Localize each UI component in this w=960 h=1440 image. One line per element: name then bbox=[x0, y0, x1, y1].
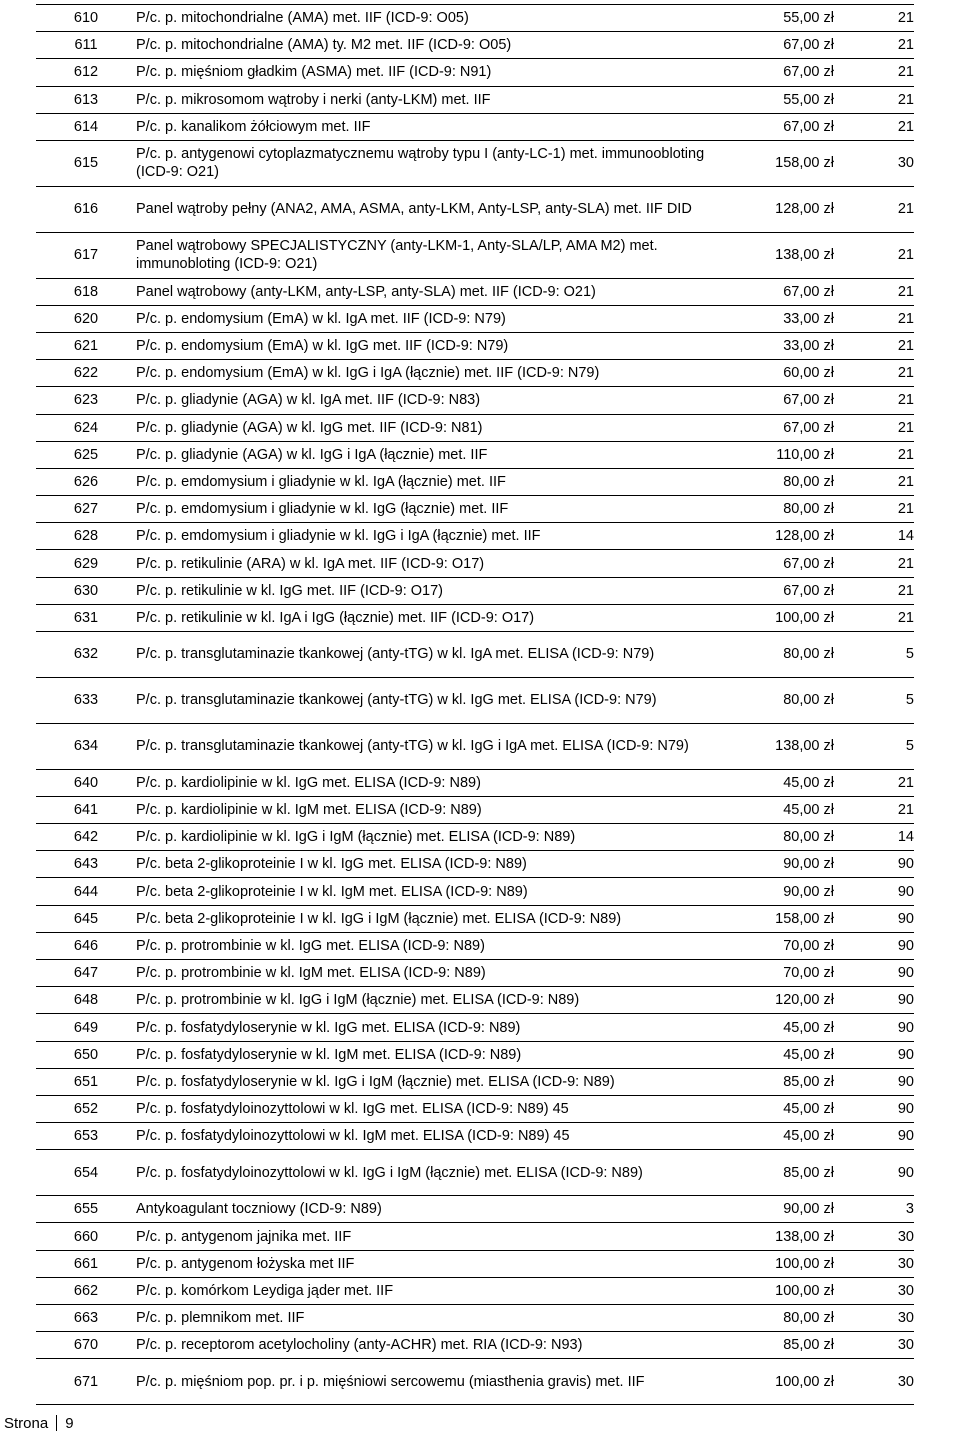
test-number: 662 bbox=[36, 1277, 136, 1304]
test-name: P/c. p. fosfatydyloinozyttolowi w kl. IgG i IgM (łącznie) met. ELISA (ICD-9: N89) bbox=[136, 1150, 736, 1196]
test-name: P/c. p. protrombinie w kl. IgG met. ELISA (ICD-9: N89) bbox=[136, 932, 736, 959]
test-number: 643 bbox=[36, 851, 136, 878]
table-row bbox=[36, 113, 914, 140]
test-number: 624 bbox=[36, 414, 136, 441]
test-name: P/c. p. endomysium (EmA) w kl. IgG met. IIF (ICD-9: N79) bbox=[136, 332, 736, 359]
test-name: P/c. p. endomysium (EmA) w kl. IgG i IgA (łącznie) met. IIF (ICD-9: N79) bbox=[136, 360, 736, 387]
test-price: 128,00 zł bbox=[736, 523, 834, 550]
test-price: 80,00 zł bbox=[736, 824, 834, 851]
test-number: 651 bbox=[36, 1068, 136, 1095]
table-body bbox=[36, 5, 914, 1405]
test-name: P/c. p. komórkom Leydiga jąder met. IIF bbox=[136, 1277, 736, 1304]
test-price: 80,00 zł bbox=[736, 632, 834, 678]
test-price: 85,00 zł bbox=[736, 1150, 834, 1196]
test-price: 90,00 zł bbox=[736, 878, 834, 905]
turnaround-days: 30 bbox=[834, 1359, 914, 1405]
test-name: P/c. p. protrombinie w kl. IgG i IgM (łącznie) met. ELISA (ICD-9: N89) bbox=[136, 987, 736, 1014]
turnaround-days: 21 bbox=[834, 796, 914, 823]
test-number: 649 bbox=[36, 1014, 136, 1041]
test-number: 626 bbox=[36, 468, 136, 495]
test-price: 70,00 zł bbox=[736, 932, 834, 959]
table-row bbox=[36, 1014, 914, 1041]
test-name: P/c. p. emdomysium i gliadynie w kl. IgG (łącznie) met. IIF bbox=[136, 496, 736, 523]
table-row bbox=[36, 723, 914, 769]
table-row bbox=[36, 769, 914, 796]
test-number: 623 bbox=[36, 387, 136, 414]
test-price: 128,00 zł bbox=[736, 186, 834, 232]
test-price: 45,00 zł bbox=[736, 1014, 834, 1041]
test-price: 45,00 zł bbox=[736, 796, 834, 823]
test-price: 45,00 zł bbox=[736, 1123, 834, 1150]
test-number: 611 bbox=[36, 32, 136, 59]
turnaround-days: 21 bbox=[834, 360, 914, 387]
test-name: P/c. p. kanalikom żółciowym met. IIF bbox=[136, 113, 736, 140]
test-price: 70,00 zł bbox=[736, 960, 834, 987]
test-name: P/c. p. fosfatydyloserynie w kl. IgG met. ELISA (ICD-9: N89) bbox=[136, 1014, 736, 1041]
test-number: 627 bbox=[36, 496, 136, 523]
table-row bbox=[36, 414, 914, 441]
test-price: 90,00 zł bbox=[736, 1196, 834, 1223]
table-row bbox=[36, 1359, 914, 1405]
test-number: 620 bbox=[36, 305, 136, 332]
turnaround-days: 21 bbox=[834, 496, 914, 523]
footer-separator bbox=[56, 1415, 57, 1431]
turnaround-days: 30 bbox=[834, 1332, 914, 1359]
test-name: P/c. p. mięśniom gładkim (ASMA) met. IIF (ICD-9: N91) bbox=[136, 59, 736, 86]
test-number: 646 bbox=[36, 932, 136, 959]
turnaround-days: 90 bbox=[834, 851, 914, 878]
turnaround-days: 21 bbox=[834, 5, 914, 32]
test-number: 644 bbox=[36, 878, 136, 905]
table-row bbox=[36, 960, 914, 987]
test-name: P/c. p. antygenom łożyska met IIF bbox=[136, 1250, 736, 1277]
test-name: P/c. p. fosfatydyloserynie w kl. IgM met. ELISA (ICD-9: N89) bbox=[136, 1041, 736, 1068]
test-number: 655 bbox=[36, 1196, 136, 1223]
test-name: P/c. p. transglutaminazie tkankowej (anty-tTG) w kl. IgG met. ELISA (ICD-9: N79) bbox=[136, 677, 736, 723]
test-price: 85,00 zł bbox=[736, 1068, 834, 1095]
turnaround-days: 5 bbox=[834, 632, 914, 678]
test-number: 617 bbox=[36, 232, 136, 278]
table-row bbox=[36, 1304, 914, 1331]
test-price: 120,00 zł bbox=[736, 987, 834, 1014]
table-row bbox=[36, 441, 914, 468]
test-name: P/c. p. mikrosomom wątroby i nerki (anty-LKM) met. IIF bbox=[136, 86, 736, 113]
test-price: 110,00 zł bbox=[736, 441, 834, 468]
test-price: 67,00 zł bbox=[736, 550, 834, 577]
turnaround-days: 90 bbox=[834, 1150, 914, 1196]
test-number: 661 bbox=[36, 1250, 136, 1277]
test-number: 633 bbox=[36, 677, 136, 723]
turnaround-days: 90 bbox=[834, 905, 914, 932]
turnaround-days: 21 bbox=[834, 278, 914, 305]
table-row bbox=[36, 932, 914, 959]
table-row bbox=[36, 1123, 914, 1150]
test-number: 625 bbox=[36, 441, 136, 468]
turnaround-days: 21 bbox=[834, 441, 914, 468]
turnaround-days: 5 bbox=[834, 677, 914, 723]
test-name: P/c. p. retikulinie (ARA) w kl. IgA met. IIF (ICD-9: O17) bbox=[136, 550, 736, 577]
test-price: 45,00 zł bbox=[736, 769, 834, 796]
price-table bbox=[36, 4, 914, 1405]
table-row bbox=[36, 387, 914, 414]
test-price: 158,00 zł bbox=[736, 140, 834, 186]
turnaround-days: 90 bbox=[834, 1041, 914, 1068]
test-name: Panel wątrobowy SPECJALISTYCZNY (anty-LKM-1, Anty-SLA/LP, AMA M2) met. immunobloting (ICD-9: O21) bbox=[136, 232, 736, 278]
test-number: 612 bbox=[36, 59, 136, 86]
turnaround-days: 21 bbox=[834, 59, 914, 86]
test-name: P/c. p. gliadynie (AGA) w kl. IgG met. IIF (ICD-9: N81) bbox=[136, 414, 736, 441]
turnaround-days: 90 bbox=[834, 1123, 914, 1150]
turnaround-days: 90 bbox=[834, 960, 914, 987]
test-price: 33,00 zł bbox=[736, 332, 834, 359]
turnaround-days: 30 bbox=[834, 1304, 914, 1331]
test-number: 615 bbox=[36, 140, 136, 186]
test-number: 616 bbox=[36, 186, 136, 232]
table-row bbox=[36, 878, 914, 905]
table-row bbox=[36, 360, 914, 387]
turnaround-days: 21 bbox=[834, 305, 914, 332]
test-number: 660 bbox=[36, 1223, 136, 1250]
test-price: 100,00 zł bbox=[736, 1277, 834, 1304]
table-row bbox=[36, 796, 914, 823]
table-row bbox=[36, 604, 914, 631]
test-price: 80,00 zł bbox=[736, 496, 834, 523]
test-name: P/c. p. gliadynie (AGA) w kl. IgA met. IIF (ICD-9: N83) bbox=[136, 387, 736, 414]
turnaround-days: 90 bbox=[834, 1095, 914, 1122]
test-name: P/c. p. endomysium (EmA) w kl. IgA met. IIF (ICD-9: N79) bbox=[136, 305, 736, 332]
test-name: P/c. p. protrombinie w kl. IgM met. ELISA (ICD-9: N89) bbox=[136, 960, 736, 987]
test-price: 138,00 zł bbox=[736, 723, 834, 769]
test-name: Antykoagulant toczniowy (ICD-9: N89) bbox=[136, 1196, 736, 1223]
test-number: 642 bbox=[36, 824, 136, 851]
turnaround-days: 5 bbox=[834, 723, 914, 769]
test-price: 100,00 zł bbox=[736, 1359, 834, 1405]
turnaround-days: 21 bbox=[834, 550, 914, 577]
test-price: 55,00 zł bbox=[736, 86, 834, 113]
test-name: P/c. p. retikulinie w kl. IgA i IgG (łącznie) met. IIF (ICD-9: O17) bbox=[136, 604, 736, 631]
test-number: 653 bbox=[36, 1123, 136, 1150]
test-price: 67,00 zł bbox=[736, 577, 834, 604]
table-row bbox=[36, 232, 914, 278]
turnaround-days: 21 bbox=[834, 332, 914, 359]
table-row bbox=[36, 5, 914, 32]
table-row bbox=[36, 86, 914, 113]
turnaround-days: 21 bbox=[834, 414, 914, 441]
test-name: P/c. p. mięśniom pop. pr. i p. mięśniowi sercowemu (miasthenia gravis) met. IIF bbox=[136, 1359, 736, 1405]
test-price: 100,00 zł bbox=[736, 1250, 834, 1277]
table-row bbox=[36, 677, 914, 723]
table-row bbox=[36, 32, 914, 59]
test-name: P/c. p. retikulinie w kl. IgG met. IIF (ICD-9: O17) bbox=[136, 577, 736, 604]
test-number: 645 bbox=[36, 905, 136, 932]
test-price: 67,00 zł bbox=[736, 59, 834, 86]
turnaround-days: 21 bbox=[834, 387, 914, 414]
test-name: P/c. p. transglutaminazie tkankowej (anty-tTG) w kl. IgA met. ELISA (ICD-9: N79) bbox=[136, 632, 736, 678]
turnaround-days: 30 bbox=[834, 1223, 914, 1250]
table-row bbox=[36, 905, 914, 932]
test-name: P/c. p. antygenowi cytoplazmatycznemu wątroby typu I (anty-LC-1) met. immunoobloting (ICD-9: O21) bbox=[136, 140, 736, 186]
table-row bbox=[36, 332, 914, 359]
test-number: 648 bbox=[36, 987, 136, 1014]
test-name: P/c. p. emdomysium i gliadynie w kl. IgA (łącznie) met. IIF bbox=[136, 468, 736, 495]
test-price: 33,00 zł bbox=[736, 305, 834, 332]
turnaround-days: 14 bbox=[834, 824, 914, 851]
table-row bbox=[36, 824, 914, 851]
test-name: P/c. beta 2-glikoproteinie I w kl. IgG i IgM (łącznie) met. ELISA (ICD-9: N89) bbox=[136, 905, 736, 932]
test-name: P/c. p. fosfatydyloserynie w kl. IgG i IgM (łącznie) met. ELISA (ICD-9: N89) bbox=[136, 1068, 736, 1095]
test-number: 622 bbox=[36, 360, 136, 387]
turnaround-days: 21 bbox=[834, 113, 914, 140]
turnaround-days: 21 bbox=[834, 577, 914, 604]
test-name: Panel wątroby pełny (ANA2, AMA, ASMA, anty-LKM, Anty-LSP, anty-SLA) met. IIF DID bbox=[136, 186, 736, 232]
test-price: 80,00 zł bbox=[736, 677, 834, 723]
turnaround-days: 21 bbox=[834, 232, 914, 278]
test-number: 647 bbox=[36, 960, 136, 987]
test-number: 652 bbox=[36, 1095, 136, 1122]
turnaround-days: 30 bbox=[834, 140, 914, 186]
turnaround-days: 90 bbox=[834, 1014, 914, 1041]
test-name: P/c. p. mitochondrialne (AMA) met. IIF (ICD-9: O05) bbox=[136, 5, 736, 32]
table-row bbox=[36, 59, 914, 86]
test-price: 67,00 zł bbox=[736, 387, 834, 414]
test-price: 138,00 zł bbox=[736, 1223, 834, 1250]
table-row bbox=[36, 1223, 914, 1250]
table-row bbox=[36, 1277, 914, 1304]
turnaround-days: 90 bbox=[834, 1068, 914, 1095]
test-number: 632 bbox=[36, 632, 136, 678]
turnaround-days: 21 bbox=[834, 468, 914, 495]
test-name: P/c. p. kardiolipinie w kl. IgM met. ELISA (ICD-9: N89) bbox=[136, 796, 736, 823]
test-price: 80,00 zł bbox=[736, 1304, 834, 1331]
test-number: 613 bbox=[36, 86, 136, 113]
test-price: 55,00 zł bbox=[736, 5, 834, 32]
turnaround-days: 3 bbox=[834, 1196, 914, 1223]
test-name: P/c. p. fosfatydyloinozyttolowi w kl. IgM met. ELISA (ICD-9: N89) 45 bbox=[136, 1123, 736, 1150]
test-name: P/c. p. emdomysium i gliadynie w kl. IgG i IgA (łącznie) met. IIF bbox=[136, 523, 736, 550]
turnaround-days: 90 bbox=[834, 932, 914, 959]
table-row bbox=[36, 186, 914, 232]
test-name: P/c. beta 2-glikoproteinie I w kl. IgM met. ELISA (ICD-9: N89) bbox=[136, 878, 736, 905]
test-price: 85,00 zł bbox=[736, 1332, 834, 1359]
table-row bbox=[36, 987, 914, 1014]
test-price: 80,00 zł bbox=[736, 468, 834, 495]
footer-label: Strona bbox=[4, 1415, 49, 1432]
page-footer bbox=[4, 1415, 74, 1432]
test-name: P/c. p. kardiolipinie w kl. IgG i IgM (łącznie) met. ELISA (ICD-9: N89) bbox=[136, 824, 736, 851]
test-number: 671 bbox=[36, 1359, 136, 1405]
table-row bbox=[36, 1196, 914, 1223]
turnaround-days: 21 bbox=[834, 186, 914, 232]
test-number: 628 bbox=[36, 523, 136, 550]
turnaround-days: 21 bbox=[834, 32, 914, 59]
test-price: 100,00 zł bbox=[736, 604, 834, 631]
table-row bbox=[36, 496, 914, 523]
turnaround-days: 30 bbox=[834, 1277, 914, 1304]
test-name: P/c. p. receptorom acetylocholiny (anty-ACHR) met. RIA (ICD-9: N93) bbox=[136, 1332, 736, 1359]
table-row bbox=[36, 1068, 914, 1095]
table-row bbox=[36, 523, 914, 550]
test-number: 621 bbox=[36, 332, 136, 359]
turnaround-days: 14 bbox=[834, 523, 914, 550]
test-price: 67,00 zł bbox=[736, 32, 834, 59]
test-number: 618 bbox=[36, 278, 136, 305]
test-number: 610 bbox=[36, 5, 136, 32]
table-row bbox=[36, 278, 914, 305]
turnaround-days: 21 bbox=[834, 604, 914, 631]
test-price: 45,00 zł bbox=[736, 1041, 834, 1068]
table-row bbox=[36, 577, 914, 604]
table-row bbox=[36, 1041, 914, 1068]
test-number: 640 bbox=[36, 769, 136, 796]
table-row bbox=[36, 468, 914, 495]
footer-page-number: 9 bbox=[65, 1415, 74, 1432]
test-name: P/c. p. transglutaminazie tkankowej (anty-tTG) w kl. IgG i IgA met. ELISA (ICD-9: N79) bbox=[136, 723, 736, 769]
table-row bbox=[36, 1095, 914, 1122]
test-price: 90,00 zł bbox=[736, 851, 834, 878]
table-row bbox=[36, 1332, 914, 1359]
turnaround-days: 21 bbox=[834, 769, 914, 796]
table-row bbox=[36, 632, 914, 678]
table-row bbox=[36, 550, 914, 577]
table-row bbox=[36, 140, 914, 186]
test-name: P/c. p. antygenom jajnika met. IIF bbox=[136, 1223, 736, 1250]
test-number: 631 bbox=[36, 604, 136, 631]
test-name: P/c. p. gliadynie (AGA) w kl. IgG i IgA (łącznie) met. IIF bbox=[136, 441, 736, 468]
test-number: 670 bbox=[36, 1332, 136, 1359]
test-price: 158,00 zł bbox=[736, 905, 834, 932]
test-number: 634 bbox=[36, 723, 136, 769]
test-name: P/c. p. kardiolipinie w kl. IgG met. ELISA (ICD-9: N89) bbox=[136, 769, 736, 796]
test-number: 630 bbox=[36, 577, 136, 604]
test-name: P/c. p. fosfatydyloinozyttolowi w kl. IgG met. ELISA (ICD-9: N89) 45 bbox=[136, 1095, 736, 1122]
test-name: P/c. beta 2-glikoproteinie I w kl. IgG met. ELISA (ICD-9: N89) bbox=[136, 851, 736, 878]
turnaround-days: 90 bbox=[834, 987, 914, 1014]
test-price: 60,00 zł bbox=[736, 360, 834, 387]
test-name: P/c. p. plemnikom met. IIF bbox=[136, 1304, 736, 1331]
table-row bbox=[36, 851, 914, 878]
turnaround-days: 90 bbox=[834, 878, 914, 905]
table-row bbox=[36, 1150, 914, 1196]
test-price: 45,00 zł bbox=[736, 1095, 834, 1122]
table-row bbox=[36, 1250, 914, 1277]
test-number: 650 bbox=[36, 1041, 136, 1068]
test-name: Panel wątrobowy (anty-LKM, anty-LSP, anty-SLA) met. IIF (ICD-9: O21) bbox=[136, 278, 736, 305]
test-price: 67,00 zł bbox=[736, 278, 834, 305]
test-number: 614 bbox=[36, 113, 136, 140]
test-number: 654 bbox=[36, 1150, 136, 1196]
test-price: 67,00 zł bbox=[736, 113, 834, 140]
turnaround-days: 30 bbox=[834, 1250, 914, 1277]
table-row bbox=[36, 305, 914, 332]
turnaround-days: 21 bbox=[834, 86, 914, 113]
test-number: 641 bbox=[36, 796, 136, 823]
test-name: P/c. p. mitochondrialne (AMA) ty. M2 met. IIF (ICD-9: O05) bbox=[136, 32, 736, 59]
test-price: 67,00 zł bbox=[736, 414, 834, 441]
test-price: 138,00 zł bbox=[736, 232, 834, 278]
test-number: 663 bbox=[36, 1304, 136, 1331]
test-number: 629 bbox=[36, 550, 136, 577]
